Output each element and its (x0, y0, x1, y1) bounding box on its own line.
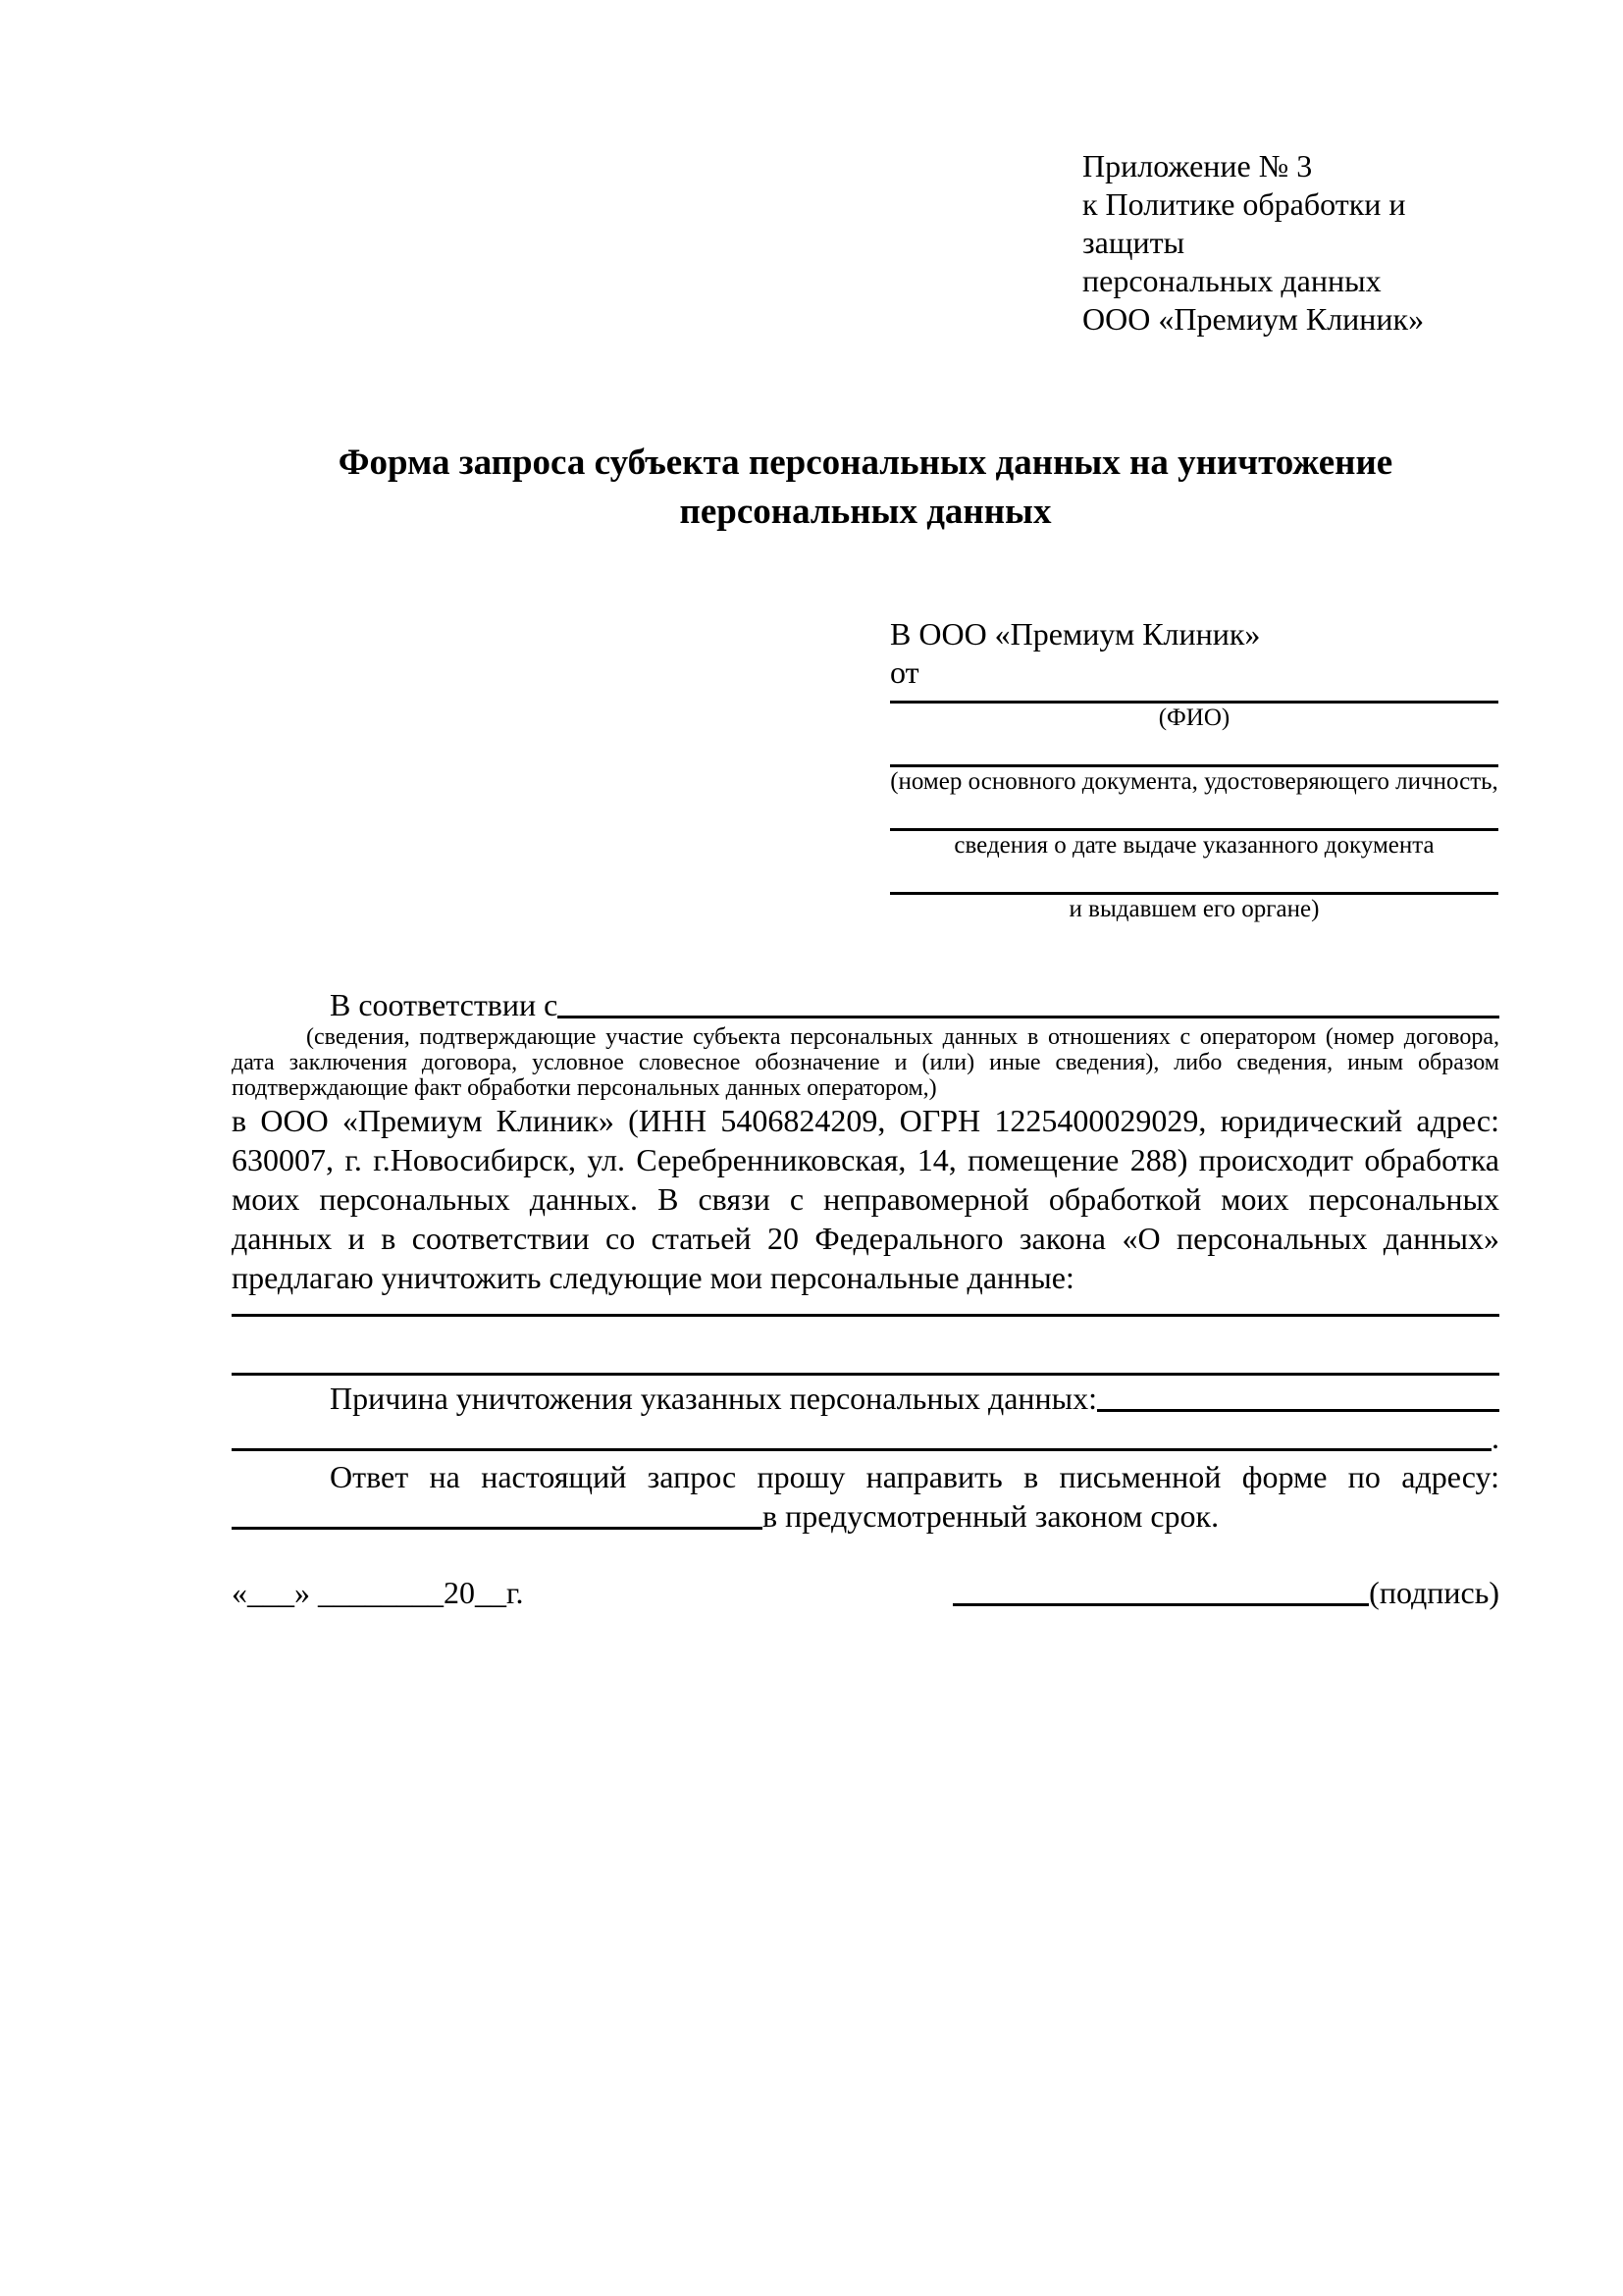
document-number-caption: (номер основного документа, удостоверяющего личность, (890, 768, 1498, 795)
appendix-note (1082, 147, 1499, 339)
fio-caption: (ФИО) (1158, 704, 1230, 731)
addressee-from-label: от (890, 654, 919, 690)
appendix-note-line: персональных данных (1082, 263, 1382, 298)
page-title-line-2: персональных данных (679, 492, 1052, 532)
reason-blank-line (1097, 1409, 1499, 1412)
response-request-paragraph: Ответ на настоящий запрос прошу направить в письменной форме по адресу: (330, 1459, 1499, 1494)
reason-continuation-blank-line (232, 1448, 1492, 1451)
signature-blank-line (953, 1603, 1369, 1606)
accordance-label: В соответствии с (330, 987, 558, 1022)
personal-data-blank-line-2 (232, 1373, 1499, 1376)
appendix-note-line: к Политике обработки и защиты (1082, 186, 1406, 260)
accordance-footnote: (сведения, подтверждающие участие субъекта персональных данных в отношениях с оператором (номер договора, дата заключения договора, условное словесное обозначение и (или) иные сведения), либо сведения, иным образом подтверждающие факт обработки персональных данных оператором,) (232, 1024, 1499, 1101)
signature-caption: (подпись) (1369, 1575, 1499, 1610)
issue-date-caption: сведения о дате выдаче указанного документа (954, 832, 1435, 859)
response-suffix: в предусмотренный законом срок. (762, 1498, 1220, 1534)
signature-group (953, 1573, 1499, 1612)
response-address-row (232, 1496, 1499, 1536)
period: . (1492, 1420, 1499, 1455)
issuing-authority-caption: и выдавшем его органе) (1069, 896, 1320, 922)
personal-data-blank-line-1 (232, 1314, 1499, 1317)
accordance-blank-line (557, 1016, 1499, 1018)
response-address-blank-line (232, 1527, 762, 1530)
appendix-note-line: ООО «Премиум Клиник» (1082, 301, 1425, 337)
reason-continuation-row (232, 1418, 1499, 1457)
addressee-block (890, 615, 1498, 924)
reason-label: Причина уничтожения указанных персональных данных: (330, 1381, 1098, 1416)
footer-row (232, 1573, 1499, 1612)
main-paragraph: в ООО «Премиум Клиник» (ИНН 5406824209, ОГРН 1225400029029, юридический адрес: 630007, г. г.Новосибирск, ул. Серебренниковская, 14, помещение 288) происходит обработка моих персональных данных. В связи с неправомерной обработкой моих персональных данных и в соответствии со статьей 20 Федерального закона «О персональных данных» предлагаю уничтожить следующие мои персональные данные: (232, 1103, 1499, 1295)
page-title (232, 439, 1499, 537)
date-blank: «___» ________20__г. (232, 1575, 524, 1610)
reason-row (232, 1379, 1499, 1418)
appendix-note-line: Приложение № 3 (1082, 148, 1313, 183)
addressee-to-line: В ООО «Премиум Клиник» (890, 616, 1261, 652)
page-title-line-1: Форма запроса субъекта персональных данных на уничтожение (338, 443, 1393, 483)
accordance-row (232, 985, 1499, 1024)
